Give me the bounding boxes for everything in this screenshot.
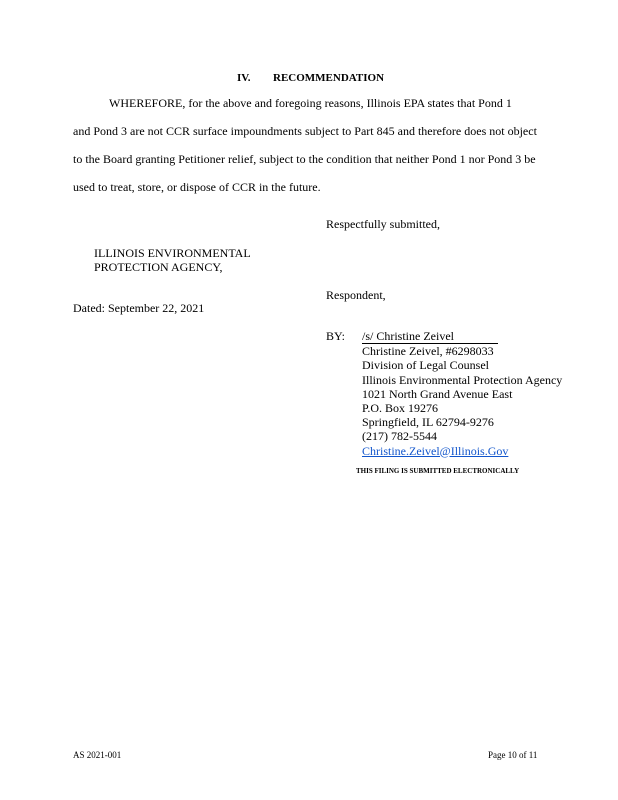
body-line-3: to the Board granting Petitioner relief, subject to the condition that neither Pond 1 nor Pond 3 be	[73, 152, 536, 166]
respondent-label: Respondent,	[326, 288, 386, 302]
section-number: IV.	[237, 72, 251, 84]
agency-name-block	[94, 246, 251, 274]
electronic-filing-notice: THIS FILING IS SUBMITTED ELECTRONICALLY	[356, 467, 520, 475]
body-line-2: and Pond 3 are not CCR surface impoundments subject to Part 845 and therefore does not object	[73, 124, 537, 138]
division-name: Division of Legal Counsel	[362, 358, 489, 373]
respectfully-submitted: Respectfully submitted,	[326, 217, 440, 231]
section-title: RECOMMENDATION	[273, 72, 385, 84]
body-line-1: WHEREFORE, for the above and foregoing reasons, Illinois EPA states that Pond 1	[109, 96, 512, 110]
body-line-4: used to treat, store, or dispose of CCR in the future.	[73, 180, 321, 194]
city-state-zip: Springfield, IL 62794-9276	[362, 415, 494, 430]
page-number: Page 10 of 11	[488, 750, 538, 760]
phone-number: (217) 782-5544	[362, 429, 437, 444]
agency-line-1: ILLINOIS ENVIRONMENTAL	[94, 246, 251, 260]
signature-block	[362, 329, 562, 458]
agency-full-name: Illinois Environmental Protection Agency	[362, 372, 563, 387]
by-label: BY:	[326, 329, 345, 343]
case-number: AS 2021-001	[73, 750, 122, 760]
email-link[interactable]: Christine.Zeivel@Illinois.Gov	[362, 443, 509, 458]
street-address: 1021 North Grand Avenue East	[362, 386, 513, 401]
po-box: P.O. Box 19276	[362, 401, 439, 416]
agency-line-2: PROTECTION AGENCY,	[94, 260, 223, 274]
attorney-name: Christine Zeivel, #6298033	[362, 344, 494, 359]
date-line: Dated: September 22, 2021	[73, 301, 205, 315]
section-heading	[237, 72, 384, 84]
signature-line: /s/ Christine Zeivel	[362, 329, 498, 344]
